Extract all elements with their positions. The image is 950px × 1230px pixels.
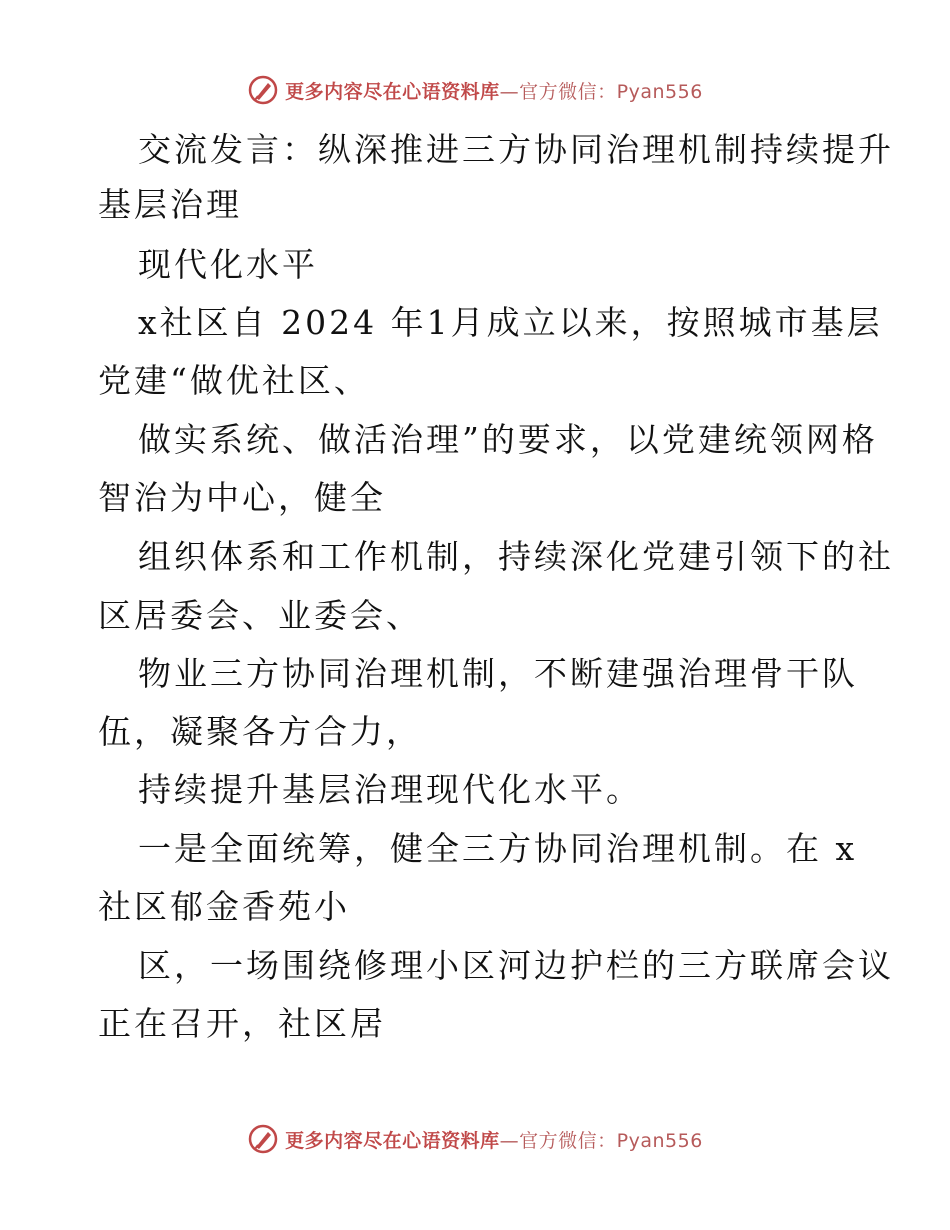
doc-line: 党建“做优社区、 bbox=[98, 361, 370, 400]
doc-line: 区，一场围绕修理小区河边护栏的三方联席会议 bbox=[138, 946, 894, 985]
doc-line: 做实系统、做活治理”的要求，以党建统领网格 bbox=[138, 420, 878, 459]
watermark-text bbox=[285, 77, 703, 104]
doc-line: 交流发言：纵深推进三方协同治理机制持续提升 bbox=[138, 130, 894, 169]
watermark-contact: 官方微信：Pyan556 bbox=[519, 80, 703, 103]
doc-line: 现代化水平 bbox=[138, 245, 318, 284]
doc-line: 正在召开，社区居 bbox=[98, 1004, 386, 1043]
watermark-dash: — bbox=[499, 1129, 520, 1152]
footer-watermark bbox=[0, 1122, 950, 1156]
doc-line: 基层治理 bbox=[98, 185, 242, 224]
doc-line: 物业三方协同治理机制，不断建强治理骨干队 bbox=[138, 654, 858, 693]
watermark-dash: — bbox=[499, 80, 520, 103]
doc-line: 组织体系和工作机制，持续深化党建引领下的社 bbox=[138, 537, 894, 576]
watermark-contact: 官方微信：Pyan556 bbox=[519, 1129, 703, 1152]
watermark-text bbox=[285, 1126, 703, 1153]
doc-line: 智治为中心，健全 bbox=[98, 478, 386, 517]
doc-line: 持续提升基层治理现代化水平。 bbox=[138, 770, 642, 809]
watermark-brand: 更多内容尽在心语资料库 bbox=[285, 1129, 500, 1152]
doc-line: 区居委会、业委会、 bbox=[98, 596, 422, 635]
doc-line: 社区郁金香苑小 bbox=[98, 887, 350, 926]
watermark-brand: 更多内容尽在心语资料库 bbox=[285, 80, 500, 103]
header-watermark bbox=[0, 73, 950, 107]
doc-line: x社区自 2024 年1月成立以来，按照城市基层 bbox=[138, 303, 883, 342]
quill-pen-logo-icon bbox=[247, 74, 279, 106]
doc-line: 伍，凝聚各方合力， bbox=[98, 712, 422, 751]
quill-pen-logo-icon bbox=[247, 1123, 279, 1155]
doc-line: 一是全面统筹，健全三方协同治理机制。在 x bbox=[138, 829, 858, 868]
